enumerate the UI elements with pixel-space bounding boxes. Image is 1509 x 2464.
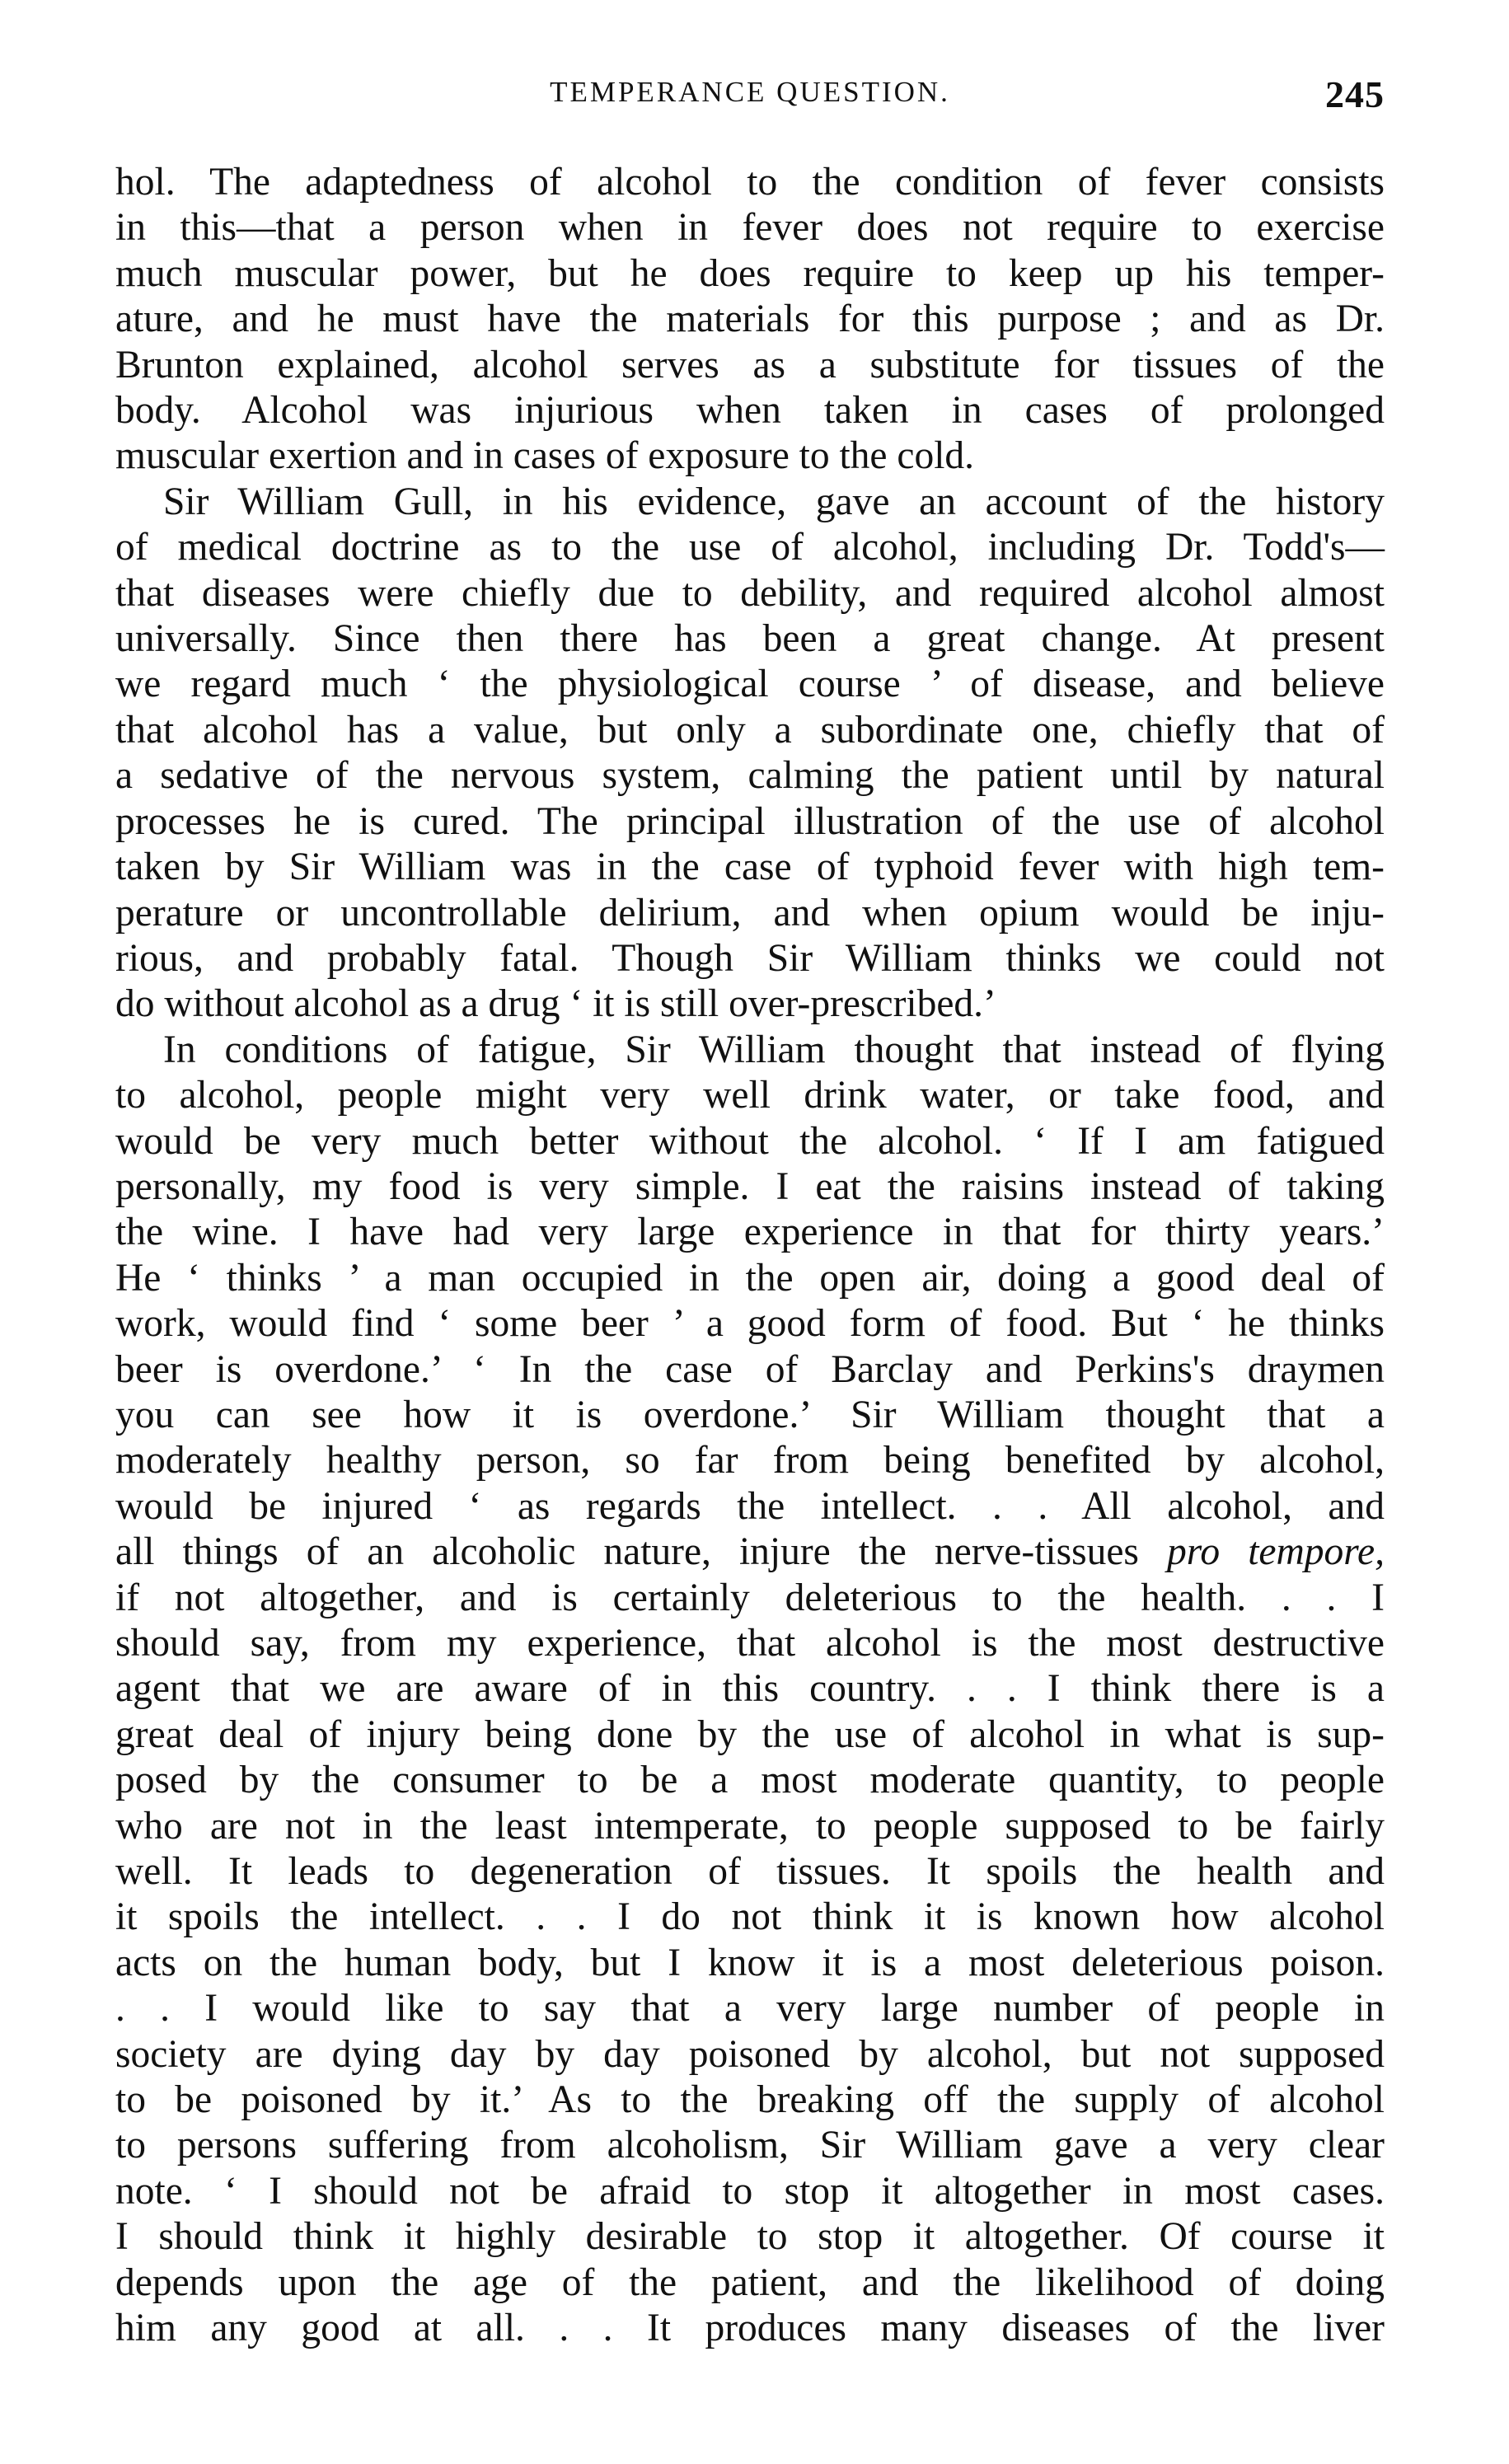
line-text: in this—that a person when in fever does not require to exercise — [115, 206, 1385, 250]
body-text — [115, 160, 1385, 2352]
text-line — [115, 1073, 1385, 1118]
line-text: depends upon the age of the patient, and the likelihood of doing — [115, 2260, 1385, 2304]
text-line — [115, 1347, 1385, 1393]
line-text: personally, my food is very simple. I eat the raisins instead of taking — [115, 1164, 1385, 1208]
running-title: TEMPERANCE QUESTION. — [550, 76, 950, 108]
line-text: perature or uncontrollable delirium, and when opium would be inju- — [115, 891, 1385, 935]
text-line — [115, 205, 1385, 251]
text-line — [115, 2078, 1385, 2123]
line-text: to persons suffering from alcoholism, Sir William gave a very clear — [115, 2124, 1385, 2167]
text-line — [115, 708, 1385, 753]
text-line — [115, 1621, 1385, 1666]
text-line — [115, 936, 1385, 981]
line-text: muscular exertion and in cases of exposure to the cold. — [115, 434, 975, 478]
text-line — [115, 845, 1385, 890]
line-text: . . I would like to say that a very large number of people in — [115, 1987, 1385, 2031]
text-line — [115, 1393, 1385, 1438]
text-line — [115, 1484, 1385, 1529]
text-line — [115, 525, 1385, 570]
line-text: that alcohol has a value, but only a subordinate one, chiefly that of — [115, 708, 1385, 752]
line-text: universally. Since then there has been a great change. At present — [115, 617, 1385, 661]
line-text: should say, from my experience, that alcohol is the most destructive — [115, 1622, 1385, 1665]
text-line — [115, 1119, 1385, 1164]
text-line — [115, 343, 1385, 388]
running-head — [115, 73, 1385, 125]
line-text: of medical doctrine as to the use of alcohol, including Dr. Todd's— — [115, 526, 1385, 569]
text-line — [115, 981, 1385, 1027]
line-text: do without alcohol as a drug ‘ it is still over-prescribed.’ — [115, 982, 996, 1026]
text-line — [115, 1164, 1385, 1210]
line-text: In conditions of fatigue, Sir William thought that instead of flying — [163, 1028, 1385, 1071]
line-text: moderately healthy person, so far from being benefited by alcohol, — [115, 1439, 1385, 1483]
line-text: if not altogether, and is certainly deleterious to the health. . . I — [115, 1576, 1385, 1619]
text-line — [115, 662, 1385, 707]
text-line — [115, 297, 1385, 342]
line-text: who are not in the least intemperate, to people supposed to be fairly — [115, 1804, 1385, 1848]
line-text: Sir William Gull, in his evidence, gave an account of the history — [163, 480, 1385, 523]
italic-phrase: pro tempore, — [1166, 1530, 1385, 1574]
text-line — [115, 1301, 1385, 1347]
line-text: we regard much ‘ the physiological course ’ of disease, and believe — [115, 663, 1385, 706]
line-text: ature, and he must have the materials for this purpose ; and as Dr. — [115, 297, 1385, 341]
text-line — [115, 480, 1385, 525]
line-text: well. It leads to degeneration of tissues. It spoils the health and — [115, 1850, 1385, 1894]
text-line — [115, 1758, 1385, 1803]
text-line — [115, 1804, 1385, 1849]
text-line — [115, 1576, 1385, 1621]
line-text: note. ‘ I should not be afraid to stop it altogether in most cases. — [115, 2169, 1385, 2213]
line-text: Brunton explained, alcohol serves as a substitute for tissues of the — [115, 343, 1385, 386]
text-line — [115, 571, 1385, 616]
text-line — [115, 2032, 1385, 2078]
text-line — [115, 2169, 1385, 2214]
line-text: society are dying day by day poisoned by alcohol, but not supposed — [115, 2032, 1385, 2076]
line-text: posed by the consumer to be a most moderate quantity, to people — [115, 1759, 1385, 1802]
line-text: it spoils the intellect. . . I do not think it is known how alcohol — [115, 1895, 1385, 1939]
line-text: rious, and probably fatal. Though Sir William thinks we could not — [115, 936, 1385, 980]
text-line — [115, 2123, 1385, 2168]
line-text: much muscular power, but he does require to keep up his temper- — [115, 251, 1385, 295]
line-text: you can see how it is overdone.’ Sir William thought that a — [115, 1393, 1385, 1436]
text-line — [115, 2306, 1385, 2351]
text-line — [115, 388, 1385, 433]
line-text: beer is overdone.’ ‘ In the case of Barclay and Perkins's draymen — [115, 1347, 1385, 1391]
line-text: to be poisoned by it.’ As to the breaking off the supply of alcohol — [115, 2078, 1385, 2122]
text-line — [115, 251, 1385, 297]
line-text: He ‘ thinks ’ a man occupied in the open air, doing a good deal of — [115, 1256, 1385, 1300]
text-line — [115, 1256, 1385, 1301]
line-text: a sedative of the nervous system, calming the patient until by natural — [115, 754, 1385, 798]
line-text: agent that we are aware of in this country. . . I think there is a — [115, 1667, 1385, 1711]
text-line — [115, 1986, 1385, 2031]
line-text: acts on the human body, but I know it is a most deleterious poison. — [115, 1941, 1385, 1984]
line-text: would be very much better without the alcohol. ‘ If I am fatigued — [115, 1119, 1385, 1163]
line-text: great deal of injury being done by the use of alcohol in what is sup- — [115, 1712, 1385, 1756]
line-text: to alcohol, people might very well drink water, or take food, and — [115, 1074, 1385, 1117]
page-number: 245 — [1325, 73, 1385, 115]
text-line — [115, 1438, 1385, 1483]
line-text: I should think it highly desirable to stop it altogether. Of course it — [115, 2215, 1385, 2259]
line-text: work, would find ‘ some beer ’ a good form of food. But ‘ he thinks — [115, 1302, 1385, 1346]
text-line — [115, 433, 1385, 479]
text-line — [115, 2214, 1385, 2260]
line-text: him any good at all. . . It produces many diseases of the liver — [115, 2307, 1385, 2350]
line-text: processes he is cured. The principal illustration of the use of alcohol — [115, 799, 1385, 843]
line-text: all things of an alcoholic nature, injure the nerve-tissues — [115, 1530, 1167, 1574]
text-line — [115, 1210, 1385, 1255]
text-line — [115, 1895, 1385, 1940]
line-text: taken by Sir William was in the case of typhoid fever with high tem- — [115, 846, 1385, 889]
line-text: body. Alcohol was injurious when taken in cases of prolonged — [115, 389, 1385, 433]
line-text: that diseases were chiefly due to debility, and required alcohol almost — [115, 571, 1385, 615]
text-line — [115, 160, 1385, 205]
text-line — [115, 1712, 1385, 1758]
text-line — [115, 1666, 1385, 1712]
text-line — [115, 616, 1385, 662]
line-text: would be injured ‘ as regards the intellect. . . All alcohol, and — [115, 1484, 1385, 1528]
text-line — [115, 753, 1385, 799]
text-line — [115, 1529, 1385, 1575]
text-line — [115, 1028, 1385, 1073]
text-line — [115, 1849, 1385, 1895]
text-line — [115, 1941, 1385, 1986]
text-line — [115, 2260, 1385, 2306]
text-line — [115, 891, 1385, 936]
text-line — [115, 799, 1385, 845]
line-text: hol. The adaptedness of alcohol to the condition of fever consists — [115, 161, 1385, 204]
line-text: the wine. I have had very large experience in that for thirty years.’ — [115, 1211, 1385, 1254]
